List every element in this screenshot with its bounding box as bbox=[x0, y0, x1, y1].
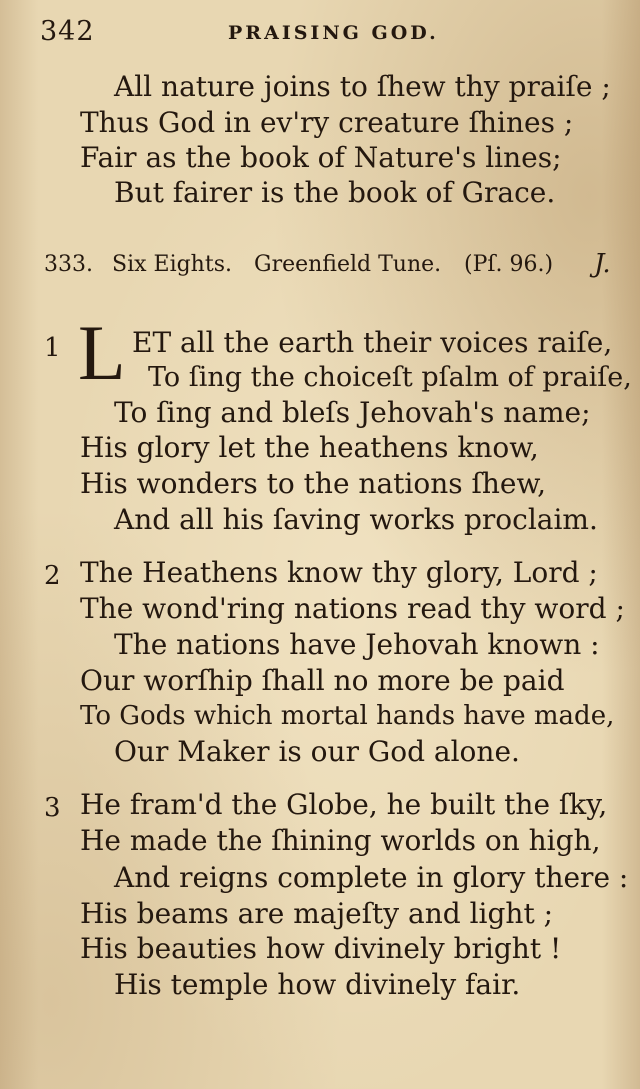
verse-line: And all his ſaving works proclaim. bbox=[114, 503, 598, 536]
verse-line: The nations have Jehovah known : bbox=[114, 628, 600, 661]
verse-line: Fair as the book of Nature's lines; bbox=[80, 141, 562, 174]
verse-line: His glory let the heathens know, bbox=[80, 431, 539, 464]
verse-line: Our Maker is our God alone. bbox=[114, 735, 520, 768]
verse-line: ET all the earth their voices raiſe, bbox=[132, 326, 613, 359]
verse-line: The Heathens know thy glory, Lord ; bbox=[80, 556, 598, 589]
page-header bbox=[38, 14, 598, 54]
verse-number: 2 bbox=[44, 561, 61, 591]
verse-line: All nature joins to ſhew thy praiſe ; bbox=[114, 70, 611, 103]
hymn-tune: Greenfield Tune. bbox=[254, 252, 442, 277]
verse-line: To ſing and bleſs Jehovah's name; bbox=[114, 396, 591, 429]
verse-line: The wond'ring nations read thy word ; bbox=[80, 592, 625, 625]
verse-number: 3 bbox=[44, 793, 61, 823]
verse-line: And reigns complete in glory there : bbox=[114, 861, 629, 894]
verse-number: 1 bbox=[44, 333, 61, 363]
verse-line: His beams are majeſty and light ; bbox=[80, 897, 554, 930]
verse-line: To Gods which mortal hands have made, bbox=[80, 701, 615, 731]
author-mark: J. bbox=[594, 249, 611, 279]
page-number: 342 bbox=[40, 16, 95, 47]
drop-cap: L bbox=[78, 309, 126, 396]
hymn-heading bbox=[44, 249, 624, 288]
verse-line: To ſing the choiceſt pſalm of praiſe, bbox=[148, 362, 632, 393]
verse-line: Thus God in ev'ry creature ſhines ; bbox=[80, 106, 574, 139]
verse-line: He made the ſhining worlds on high, bbox=[80, 824, 601, 857]
verse-line: Our worſhip ſhall no more be paid bbox=[80, 664, 565, 697]
verse-line: His wonders to the nations ſhew, bbox=[80, 467, 547, 500]
psalm-reference: (Pſ. 96.) bbox=[464, 252, 554, 277]
verse-line: His beauties how divinely bright ! bbox=[80, 932, 562, 965]
running-title: PRAISING GOD. bbox=[228, 22, 439, 44]
verse-line: His temple how divinely fair. bbox=[114, 968, 521, 1001]
hymn-number: 333. bbox=[44, 252, 93, 277]
verse-line: He fram'd the Globe, he built the ſky, bbox=[80, 788, 608, 821]
verse-line: But fairer is the book of Grace. bbox=[114, 176, 556, 209]
hymn-meter: Six Eights. bbox=[112, 252, 232, 277]
